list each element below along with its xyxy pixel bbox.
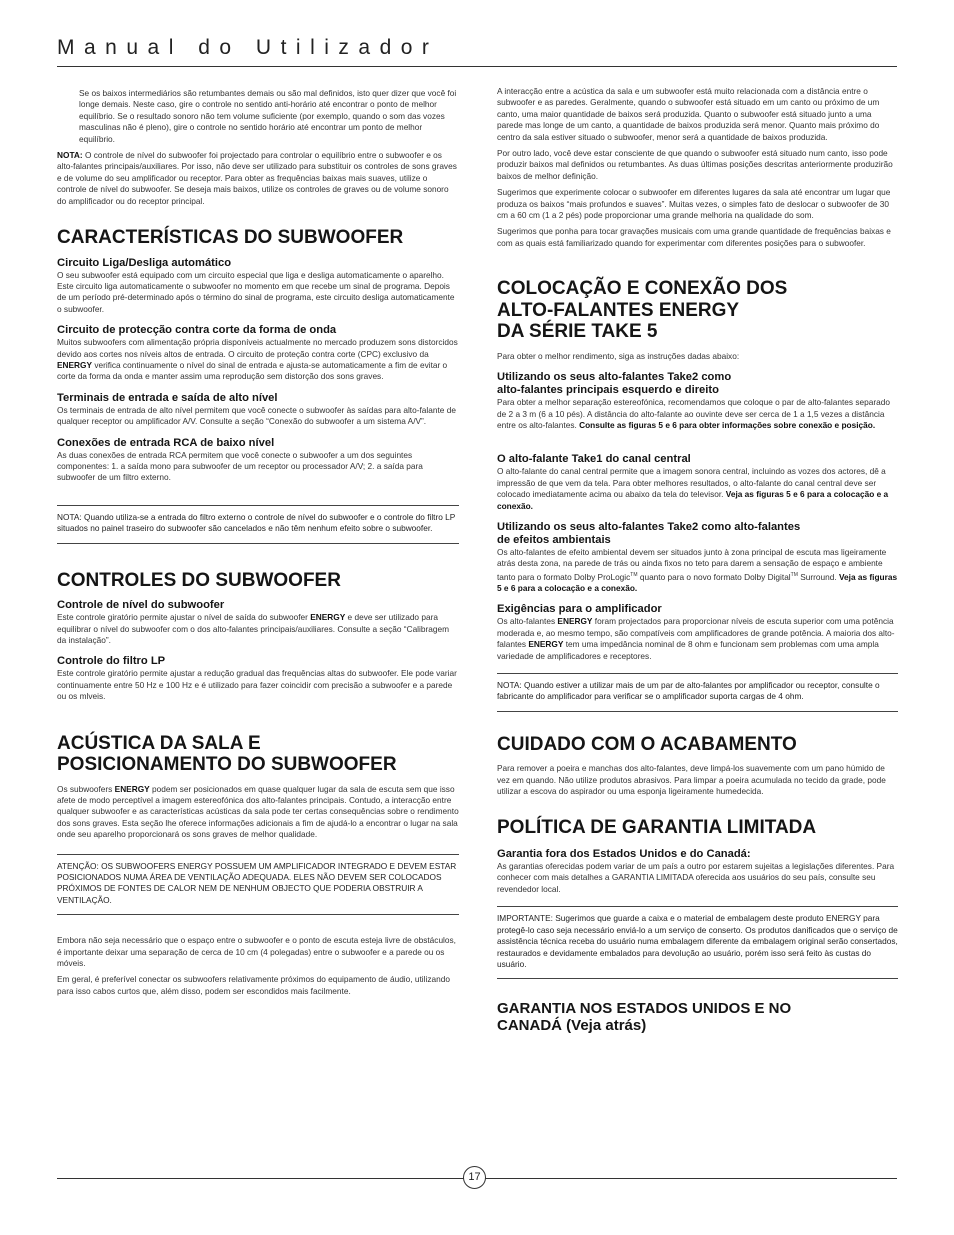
filter-note-text: NOTA: Quando utiliza-se a entrada do filtro externo o controle de nível do subwoofer e o controle do filtro LP situados no painel traseiro do subwoofer são cancelados e não têm nenhum efeito sobre o subwoofer. [57,511,456,534]
clip-protection-text: Muitos subwoofers com alimentação própria disponíveis actualmente no mercado produzem sons distorcidos devido aos cortes nos níveis altos de entrada. O circuito de proteção contra corte (CPC) exclusivo da ENERGY verifica continuamente o nível do sinal de entrada e ajusta-se automaticamente a fim de evitar o corte da forma da onda e manter assim uma reprodução sem distorção dos sons graves. [57,337,458,382]
high-level-text: Os terminais de entrada de alto nível permitem que você conecte o subwoofer às saídas para alto-falante de qualquer receptor ou amplificador A/V. Consulte a seção “Conexão do subwoofer a um sistema A/V”. [57,404,456,427]
ventilation-warning-box [57,854,459,916]
right-column [497,86,898,1034]
level-control-heading: Controle de nível do subwoofer [57,599,225,612]
auto-onoff-text: O seu subwoofer está equipado com um circuito especial que liga e desliga automaticamente o aparelho. Este circuito liga automaticamente o subwoofer no momento em que recebe um sinal de programa. Depois de um período pré-determinado após o término do sinal de programa, este circuito desliga automaticamente o subwoofer. [57,269,455,314]
lp-filter-text: Este controle giratório permite ajustar a redução gradual das frequências altas do subwoofer. Ele pode variar continuamente entre 50 Hz e 100 Hz e é utilizado para fazer coincidir com precisão a subwoofer e a parede ou os mlveis. [57,668,457,702]
cables-text: Em geral, é preferível conectar os subwoofers relativamente próximos do equipamento de áudio, utilizando para isso cabos curtos que, além disso, podem ser escondidos mais facilmente. [57,974,450,996]
room-acoustics-text: Os subwoofers ENERGY podem ser posicionados em quase qualquer lugar da sala de escuta sem que isso afete de modo perceptível a imagem estereofónica dos alto-falantes principais. Contudo, a interacção entre qualquer subwoofer e as características acústicas da sala pode ter certas consequências sobre o rendimento dos sons graves. Esta seção lhe oferece informações adicionais a fim de ajudá-lo a encontrar o lugar na sala onde seu aparelho proporcionará os sons graves de melhor qualidade. [57,783,459,840]
clip-protection-heading: Circuito de protecção contra corte da forma de onda [57,324,337,337]
features-heading: CARACTERÍSTICAS DO SUBWOOFER [57,227,404,249]
outside-warranty-text: As garantias oferecidas podem variar de um país a outro por estarem sujeitas a legislações diferentes. Para conhecer com mais detalhes a GARANTIA LIMITADA oferecida aos usuários do seu país, consulte seu revendedor local. [497,861,895,894]
controls-heading: CONTROLES DO SUBWOOFER [57,569,341,591]
outside-warranty-heading: Garantia fora dos Estados Unidos e do Canadá: [497,848,751,861]
interaction-text: A interacção entre a acústica da sala e um subwoofer está muito relacionada com a distância entre o subwoofer e as paredes. Geralmente, quando o subwoofer está situado em um canto ou próximo de um canto, uma maior quantidade de baixos será produzida. Quanto o subwoofer está situado junto a uma parede mas longe de um canto, a quantidade de baixos produzida será menor. Quanto mais próximo do centro da sala estiver situado o subwoofer, menor será a quantidade de baixos produzida. [497,86,880,142]
center-speaker-heading: O alto-falante Take1 do canal central [497,453,691,466]
rca-heading: Conexões de entrada RCA de baixo nível [57,436,275,449]
take5-placement-heading: COLOCAÇÃO E CONEXÃO DOS ALTO-FALANTES ENERGY DA SÉRIE TAKE 5 [497,278,788,343]
page-header-title: Manual do Utilizador [57,36,439,59]
high-level-heading: Terminais de entrada e saída de alto nível [57,391,278,404]
warranty-heading: POLÍTICA DE GARANTIA LIMITADA [497,816,817,838]
amplifier-requirements-heading: Exigências para o amplificador [497,603,662,616]
note-label: NOTA: [57,150,83,161]
placement-intro: Para obter o melhor rendimento, siga as instruções dadas abaixo: [497,350,740,361]
surround-speakers-heading: Utilizando os seus alto-falantes Take2 como alto-falantes de efeitos ambientais [497,521,801,547]
page-number: 17 [463,1166,486,1189]
front-speakers-heading: Utilizando os seus alto-falantes Take2 como alto-falantes principais esquerdo e direito [497,371,732,397]
amplifier-note-box [497,673,898,712]
finish-care-text: Para remover a poeira e manchas dos alto-falantes, deve limpá-los suavemente com um pano húmido de vez em quando. Não utilize produtos abrasivos. Para limpar a poeira acumulada no tecido da grade, pode utilizar a escova do aspirador ou uma esponja ligeiramente humedecida. [497,763,886,797]
packaging-important-box [497,906,898,979]
corner-text: Por outro lado, você deve estar consciente de que quando o subwoofer está situado num canto, isso pode produzir baixos mal definidos ou retumbantes. As duas últimas posições descritas anteriormente produzirão baixos de melhor definição. [497,148,893,181]
intro-paragraph: Se os baixos intermediários são retumbantes demais ou são mal definidos, isto quer dizer que você foi longe demais. Neste caso, gire o controle no sentido anti-horário até encontrar o ponto de melhor equilíbrio. Se o resultado sonoro não tem volume suficiente (por exemplo, quando o som das vozes masculinas não é pleno), gire o controle no sentido horário até encontrar um ponto de melhor equilíbrio. [79,88,457,144]
surround-speakers-text: Os alto-falantes de efeito ambiental devem ser situados junto à zona principal de escuta mas ligeiramente atrás desta zona, na parede de trás ou ainda fixos no teto para darem a sensação de espaço e ambiente tanto para o formato Dolby ProLogic™ quanto para o novo formato Dolby Digital™ Surround. Veja as figuras 5 e 6 para a colocação e a conexão. [497,547,898,594]
spacing-text: Embora não seja necessário que o espaço entre o subwoofer e o ponto de escuta esteja livre de obstáculos, é importante deixar uma separação de cerca de 10 cm (4 polegadas) entre o subwoofer e a parede ou os móveis. [57,935,456,969]
filter-note-box [57,505,459,544]
center-speaker-text: O alto-falante do canal central permite que a imagem sonora central, incluindo as vozes dos actores, dê a impressão de que vem da tela. Para obter melhores resultados, o alto-falante do canal central deve ser colocado imediatamente acima ou abaixo da tela do televisor. Veja as figuras 5 e 6 para a colocação e a conexão. [497,466,889,511]
amplifier-requirements-text: Os alto-falantes ENERGY foram projectados para proporcionar níveis de escuta superior com uma potência moderada e, ao mesmo tempo, são compatíveis com amplificadores de grande potência. A maioria dos alto-falantes ENERGY tem uma impedância nominal de 8 ohm e funcionam sem problemas com uma ampla variedade de amplificadores e receptores. [497,616,895,661]
front-speakers-text: Para obter a melhor separação estereofónica, recomendamos que coloque o par de alto-falantes separado de 2 a 3 m (6 a 10 pés). A distância do alto-falante ao ouvinte deve ser cerca de 1 a 1,5 vezes a distância entre os alto-falantes. Consulte as figuras 5 e 6 para obter informações sobre conexão e posição. [497,397,890,430]
finish-care-heading: CUIDADO COM O ACABAMENTO [497,733,797,755]
placement-try-text: Sugerimos que experimente colocar o subwoofer em diferentes lugares da sala até encontrar um lugar que produza os baixos “mais profundos e suaves”. Muitas vezes, o simples fato de deslocar o subwoofer de 30 cm a 60 cm (1 a 2 pés) pode proporcionar uma grande melhoria na qualidade do som. [497,187,891,221]
amplifier-note-text: NOTA: Quando estiver a utilizar mais de um par de alto-falantes por amplificador ou receptor, consulte o fabricante do amplificador para verificar se o amplificador suporta cargas de 4 ohm. [497,680,880,702]
us-canada-warranty-heading: GARANTIA NOS ESTADOS UNIDOS E NO CANADÁ (Veja atrás) [497,1000,792,1034]
music-test-text: Sugerimos que ponha para tocar gravações musicais com uma grande quantidade de frequências baixas e com as quais está familiarizado quando for experimentar com diferentes posições para o subwoofer. [497,226,891,248]
level-note: NOTA: O controle de nível do subwoofer foi projectado para controlar o equilíbrio entre o subwoofer e os alto-falantes principais/auxiliares. Por isso, não deve ser utilizado para substituir os controles de sons graves e de volume do seu amplificador ou receptor. Para obter as frequências baixas mais suaves, utilize o controle de nível do subwoofer. Se deseja mais baixos, utilize os controles de graves ou de volume sonoro do amplificador ou do receptor principal. [57,150,457,206]
ventilation-warning-text: ATENÇÃO: OS SUBWOOFERS ENERGY POSSUEM UM AMPLIFICADOR INTEGRADO E DEVEM ESTAR POSICIONADOS NUMA ÁREA DE VENTILAÇÃO ADEQUADA. ELES NÃO DEVEM SER COLOCADOS PRÓXIMOS DE FONTES DE CALOR NEM DE NENHUM OBJECTO QUE PODERIA OBSTRUIR A VENTILAÇÃO. [57,860,457,905]
auto-onoff-heading: Circuito Liga/Desliga automático [57,256,232,269]
room-acoustics-heading: ACÚSTICA DA SALA E POSICIONAMENTO DO SUBWOOFER [57,732,397,776]
rca-text: As duas conexões de entrada RCA permitem que você conecte o subwoofer a um dos seguintes componentes: 1. a saída mono para subwoofer de um receptor ou processador A/V; 2. a saída para subwoofer de um filtro externo. [57,449,423,483]
left-column [57,88,459,1002]
lp-filter-heading: Controle do filtro LP [57,655,166,668]
packaging-important-text: IMPORTANTE: Sugerimos que guarde a caixa e o material de embalagem deste produto ENERGY para protegê-lo caso seja necessário enviá-lo a um serviço de conserto. Os produtos danificados que o serviço de assistência técnica receba do usuário numa embalagem diferente da embalagem original serão consertados, restaurados e devidamente embalados para devolução ao usuário, porém isso será feito às custas do usuário. [497,913,898,969]
header-divider [57,66,897,67]
level-control-text: Este controle giratório permite ajustar o nível de saída do subwoofer ENERGY e deve ser utilizado para equilibrar o nível do subwoofer com o dos alto-falantes principais/auxiliares. Consulte a seção “Calibragem da instalação”. [57,612,449,645]
